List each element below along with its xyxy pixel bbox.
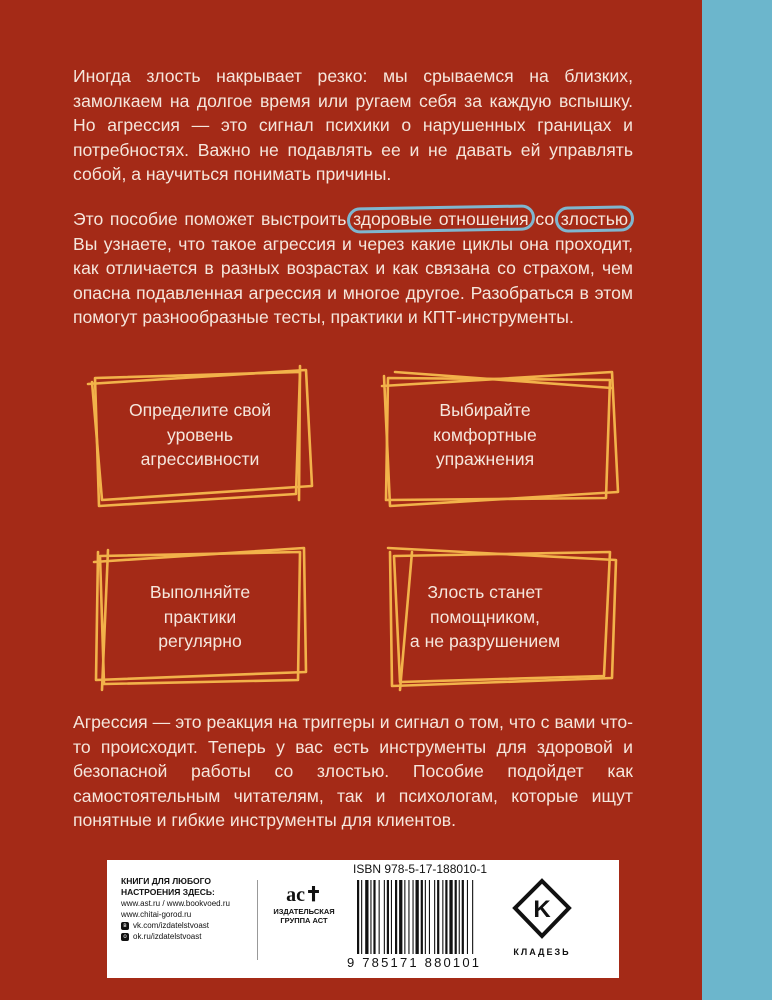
about-middle: со: [528, 209, 561, 229]
barcode-bar: [445, 880, 447, 954]
feature-line: помощником,: [430, 606, 540, 627]
about-paragraph: [73, 207, 633, 330]
publisher-logo: [271, 882, 337, 925]
promo-ok: ok.ru/izdatelstvoast: [133, 932, 202, 941]
feature-line: агрессивности: [140, 449, 260, 469]
feature-line: упражнения: [435, 449, 535, 469]
imprint-letter: K: [533, 896, 551, 923]
cactus-icon: ✝: [305, 884, 322, 906]
feature-anger-helper: [375, 580, 595, 654]
barcode-bar: [437, 880, 439, 954]
feature-line: регулярно: [158, 631, 242, 651]
imprint-logo: [507, 878, 577, 957]
promo-heading: КНИГИ ДЛЯ ЛЮБОГО: [121, 876, 211, 886]
barcode-bar: [459, 880, 460, 954]
barcode-bar: [413, 880, 414, 954]
barcode-bar: [387, 880, 389, 954]
barcode: [355, 880, 495, 954]
diamond-icon: [511, 878, 573, 940]
barcode-bar: [416, 880, 419, 954]
promo-site: www.chitai-gorod.ru: [121, 910, 192, 919]
outro-paragraph: Агрессия — это реакция на триггеры и сигнал о том, что с вами что-то происходит. Теперь у вас есть инструменты для здоровой и безопасной работы со злостью. Пособие подойдет как самостоятельным читателям, так и психологам, которые ищут понятные и гибкие инструменты для клиентов.: [73, 712, 633, 830]
barcode-bar: [429, 880, 430, 954]
feature-line: Выполняйте: [149, 582, 251, 602]
feature-choose-exercises: [375, 398, 595, 472]
ast-logo-text: ac: [286, 884, 306, 906]
isbn-label: [107, 860, 619, 978]
publisher-name: ГРУППА АСТ: [280, 916, 328, 925]
barcode-bar: [404, 880, 405, 954]
ok-icon: о: [121, 933, 129, 941]
barcode-bar: [425, 880, 426, 954]
feature-line: Выбирайте: [439, 400, 531, 420]
barcode-bar: [455, 880, 457, 954]
publisher-name: ИЗДАТЕЛЬСКАЯ: [273, 907, 335, 916]
barcode-number: 9 785171 880101: [347, 955, 482, 970]
barcode-bar: [442, 880, 443, 954]
promo-block: [121, 876, 251, 942]
promo-heading: НАСТРОЕНИЯ ЗДЕСЬ:: [121, 887, 215, 897]
barcode-bar: [467, 880, 468, 954]
intro-paragraph: Иногда злость накрывает резко: мы срываемся на близких, замолкаем на долгое время или ругаем себя за каждую вспышку. Но агрессия — это сигнал психики о нарушенных границах и потребностях. Важно не подавлять ее и не давать ей управлять собой, а научиться понимать причины.: [73, 66, 633, 184]
barcode-bar: [408, 880, 409, 954]
barcode-bar: [370, 880, 371, 954]
barcode-bar: [395, 880, 397, 954]
barcode-bar: [357, 880, 359, 954]
barcode-bar: [399, 880, 402, 954]
feature-determine-level: [90, 398, 310, 472]
barcode-bar: [373, 880, 375, 954]
feature-line: практики: [163, 606, 237, 627]
barcode-bar: [365, 880, 368, 954]
barcode-bar: [472, 880, 473, 954]
highlight-healthy-relations: здоровые отношения: [353, 209, 529, 229]
barcode-bar: [391, 880, 392, 954]
divider: [257, 880, 258, 960]
barcode-bar: [449, 880, 452, 954]
barcode-bar: [462, 880, 464, 954]
spine: [702, 0, 772, 1000]
promo-vk: vk.com/izdatelstvoast: [133, 921, 210, 930]
about-after: . Вы узнаете, что такое агрессия и через какие циклы она проходит, как отличается в разных возрастах и как связана со страхом, чем опасна подавленная агрессия и многое другое. Разобраться в этом помогут разнообразные тесты, практики и КПТ-инструменты.: [73, 209, 633, 327]
feature-line: а не разрушением: [409, 631, 561, 651]
feature-line: уровень: [167, 424, 233, 445]
feature-line: комфортные: [433, 424, 537, 445]
feature-line: Злость станет: [427, 582, 543, 602]
about-before: Это пособие поможет выстроить: [73, 209, 354, 229]
barcode-bar: [434, 880, 435, 954]
barcode-bar: [361, 880, 362, 954]
feature-practice-regularly: [90, 580, 310, 654]
promo-site: www.ast.ru / www.bookvoed.ru: [121, 899, 230, 908]
isbn-number: ISBN 978-5-17-188010-1: [353, 862, 488, 876]
vk-icon: в: [121, 922, 129, 930]
barcode-bar: [379, 880, 380, 954]
barcode-bar: [421, 880, 423, 954]
highlight-anger: злостью: [560, 209, 629, 229]
barcode-bar: [384, 880, 385, 954]
imprint-name: КЛАДЕЗЬ: [513, 947, 571, 957]
feature-line: Определите свой: [128, 400, 272, 420]
